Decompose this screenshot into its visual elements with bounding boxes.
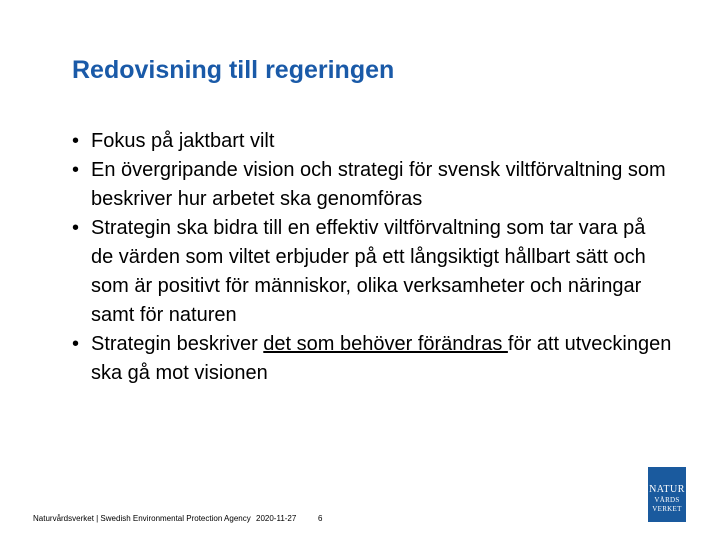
bullet-text-underlined: det som behöver förändras bbox=[263, 333, 508, 355]
logo-text: VÅRDS bbox=[654, 496, 680, 504]
bullet-text: för att utveckingen ska gå mot visionen bbox=[91, 333, 672, 384]
bullet-icon: • bbox=[72, 333, 80, 355]
footer-organization: Naturvårdsverket | Swedish Environmental Protection Agency bbox=[33, 514, 251, 523]
bullet-item bbox=[72, 127, 672, 156]
bullet-icon: • bbox=[72, 159, 80, 181]
bullet-icon: • bbox=[72, 130, 80, 152]
bullet-text: Strategin beskriver bbox=[91, 333, 264, 355]
bullet-list bbox=[72, 127, 672, 388]
bullet-item bbox=[72, 156, 672, 214]
logo-text: NATUR bbox=[649, 484, 685, 495]
logo-text: VERKET bbox=[652, 505, 682, 513]
slide-title: Redovisning till regeringen bbox=[72, 56, 395, 84]
footer-date: 2020-11-27 bbox=[256, 514, 297, 523]
bullet-item bbox=[72, 214, 672, 330]
bullet-text: Fokus på jaktbart vilt bbox=[91, 130, 275, 152]
bullet-icon: • bbox=[72, 217, 80, 239]
footer-page-number: 6 bbox=[318, 514, 323, 523]
bullet-text: Strategin ska bidra till en effektiv viltförvaltning som tar vara på de värden som viltet erbjuder på ett långsiktigt hållbart sätt och som är positivt för människor, olika verksamheter och näringar samt för naturen bbox=[91, 217, 646, 326]
bullet-item bbox=[72, 330, 672, 388]
naturvardsverket-logo bbox=[648, 467, 686, 522]
bullet-text: En övergripande vision och strategi för svensk viltförvaltning som beskriver hur arbetet ska genomföras bbox=[91, 159, 666, 210]
